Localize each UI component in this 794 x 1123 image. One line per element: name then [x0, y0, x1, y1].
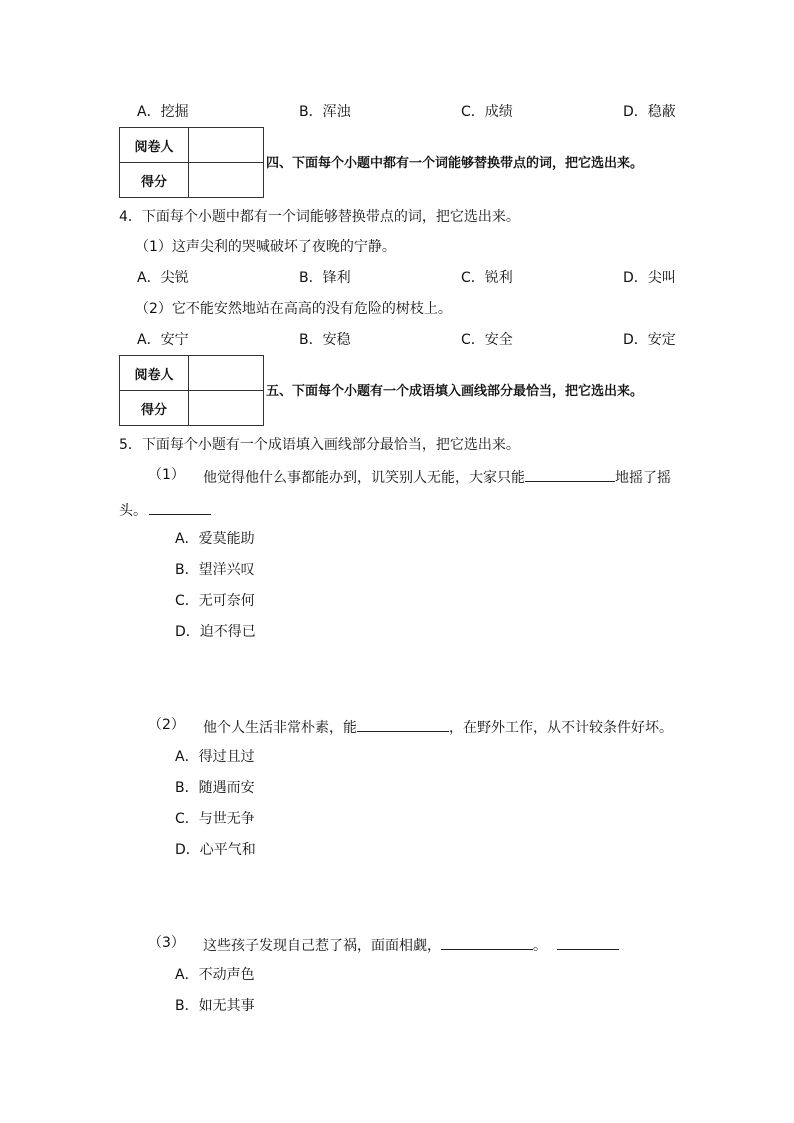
q5-3-text: [203, 934, 619, 955]
q3-option-c: C．成绩: [461, 104, 513, 120]
q4-1-option-a: A．尖锐: [137, 270, 189, 286]
q4-1-option-c: C．锐利: [461, 270, 513, 286]
reviewer-label: 阅卷人: [120, 128, 189, 163]
q5-3-text-a: 这些孩子发现自己惹了祸，面面相觑，: [203, 938, 441, 954]
q5-2-number: （2）: [148, 717, 185, 733]
q5-1-option-a: A．爱莫能助: [175, 531, 255, 547]
q5-1-text: [203, 466, 671, 487]
q5-2-text-a: 他个人生活非常朴素，能: [203, 720, 357, 736]
score-field[interactable]: [189, 391, 264, 426]
q5-1-text-a: 他觉得他什么事都能办到，讥笑别人无能，大家只能: [203, 470, 525, 486]
q5-3-number: （3）: [148, 935, 185, 951]
q5-1-text-cont: [119, 499, 211, 520]
section4-header: 四、下面每个小题中都有一个词能够替换带点的词，把它选出来。: [266, 156, 644, 171]
q5-2-text: [203, 716, 673, 737]
q4-2-option-a: A．安宁: [137, 332, 189, 348]
section5-header: 五、下面每个小题有一个成语填入画线部分最恰当，把它选出来。: [266, 384, 644, 399]
q3-option-a: A．挖掘: [137, 104, 189, 120]
q5-3-option-b: B．如无其事: [175, 998, 255, 1014]
q5-3-blank[interactable]: [441, 934, 533, 950]
q5-1-number: （1）: [148, 467, 185, 483]
q4-2-option-c: C．安全: [461, 332, 513, 348]
reviewer-field[interactable]: [189, 356, 264, 391]
q5-2-option-b: B．随遇而安: [175, 780, 255, 796]
q5-1-text-c: 头。: [119, 503, 147, 519]
q5-3-option-a: A．不动声色: [175, 967, 255, 983]
q4-1-option-d: D．尖叫: [623, 270, 676, 286]
q5-3-text-b: 。: [533, 938, 547, 954]
q5-2-text-b: ，在野外工作，从不计较条件好坏。: [449, 720, 673, 736]
q3-option-d: D．稳蔽: [623, 104, 676, 120]
q5-2-option-a: A．得过且过: [175, 749, 255, 765]
q5-1-blank[interactable]: [525, 466, 615, 482]
q3-option-b: B．浑浊: [299, 104, 351, 120]
q5-1-text-b: 地摇了摇: [615, 470, 671, 486]
q4-2-option-d: D．安定: [623, 332, 676, 348]
q5-1-option-c: C．无可奈何: [175, 593, 255, 609]
q5-3-answer-blank[interactable]: [557, 934, 619, 950]
q5-2-option-c: C．与世无争: [175, 811, 255, 827]
score-box-section4: [119, 127, 264, 198]
score-label: 得分: [120, 163, 189, 198]
question5-stem: 5．下面每个小题有一个成语填入画线部分最恰当，把它选出来。: [119, 437, 520, 453]
reviewer-field[interactable]: [189, 128, 264, 163]
question4-stem: 4．下面每个小题中都有一个词能够替换带点的词，把它选出来。: [119, 209, 520, 225]
reviewer-label: 阅卷人: [120, 356, 189, 391]
q5-2-blank[interactable]: [357, 716, 449, 732]
q4-2-option-b: B．安稳: [299, 332, 351, 348]
score-box-section5: [119, 355, 264, 426]
score-label: 得分: [120, 391, 189, 426]
q5-1-option-d: D．迫不得已: [175, 624, 256, 640]
question4-sub2: （2）它不能安然地站在高高的没有危险的树枝上。: [135, 301, 452, 317]
q4-1-option-b: B．锋利: [299, 270, 351, 286]
q5-1-option-b: B．望洋兴叹: [175, 562, 255, 578]
q5-1-answer-blank[interactable]: [149, 499, 211, 515]
q5-2-option-d: D．心平气和: [175, 842, 256, 858]
score-field[interactable]: [189, 163, 264, 198]
question4-sub1: （1）这声尖利的哭喊破坏了夜晚的宁静。: [135, 239, 396, 255]
